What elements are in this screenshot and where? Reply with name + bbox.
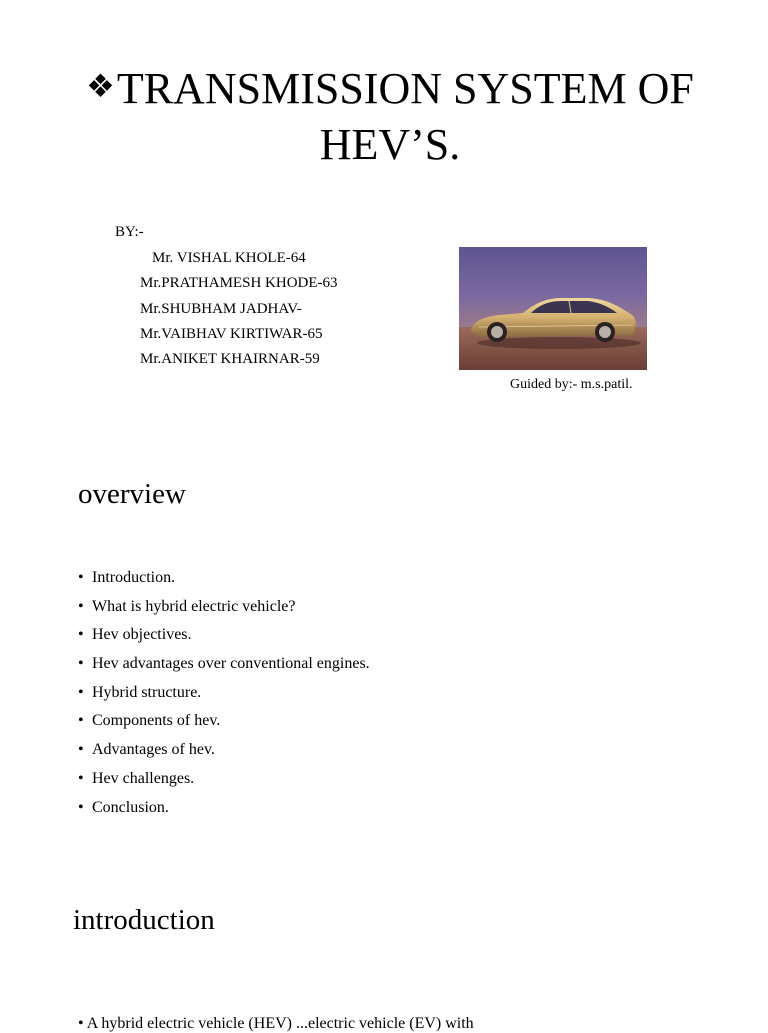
by-label: BY:-: [115, 224, 144, 240]
bullet-icon: •: [78, 741, 84, 759]
title-line-2: HEV’S.: [319, 120, 461, 169]
list-item: • Hev objectives.: [78, 626, 192, 644]
bullet-icon: •: [78, 626, 84, 644]
list-item: • Advantages of hev.: [78, 741, 215, 759]
list-item: • Components of hev.: [78, 712, 221, 730]
bullet-icon: •: [78, 597, 84, 615]
list-item: • Hev challenges.: [78, 769, 195, 787]
author-item: Mr.SHUBHAM JADHAV-: [140, 300, 302, 317]
bullet-icon: •: [78, 569, 84, 586]
bullet-icon: •: [78, 683, 84, 701]
slide-title: [40, 58, 740, 173]
author-item: Mr.ANIKET KHAIRNAR-59: [140, 351, 320, 368]
overview-heading: overview: [78, 478, 186, 510]
bullet-icon: •: [78, 769, 84, 787]
bullet-icon: •: [78, 655, 84, 673]
list-item: • Hybrid structure.: [78, 683, 202, 701]
diamond-bullet-icon: ❖: [86, 68, 115, 104]
list-item: • Conclusion.: [78, 798, 169, 816]
author-item: Mr.VAIBHAV KIRTIWAR-65: [140, 325, 323, 342]
guided-by-text: Guided by:- m.s.patil.: [510, 377, 633, 392]
title-line-1: TRANSMISSION SYSTEM OF: [116, 64, 694, 113]
bullet-icon: •: [78, 798, 84, 816]
list-item: • Introduction.: [78, 569, 176, 586]
car-photo: [459, 247, 647, 370]
author-list: [140, 248, 338, 374]
list-item: • Hev advantages over conventional engines.: [78, 655, 370, 673]
overview-list: [78, 568, 370, 826]
author-item: Mr. VISHAL KHOLE-64: [152, 250, 306, 266]
introduction-first-line: • A hybrid electric vehicle (HEV) ...electric vehicle (EV) with: [78, 1015, 474, 1032]
introduction-heading: introduction: [73, 904, 215, 936]
author-item: Mr.PRATHAMESH KHODE-63: [140, 275, 338, 292]
bullet-icon: •: [78, 712, 84, 730]
list-item: • What is hybrid electric vehicle?: [78, 597, 296, 615]
